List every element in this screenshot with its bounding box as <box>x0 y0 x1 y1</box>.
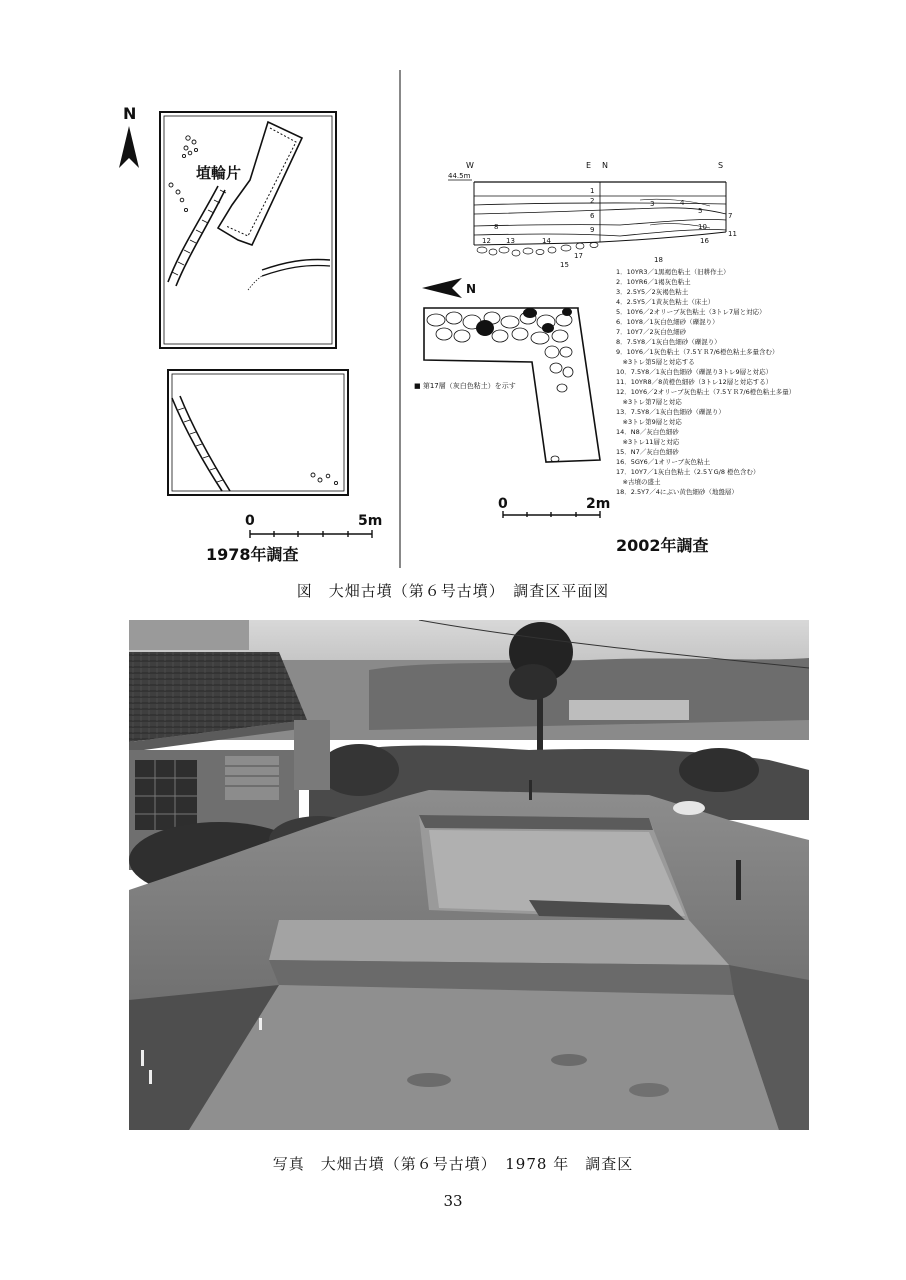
scale-max-2002: 2m <box>586 496 611 512</box>
layer-num-4: 4 <box>680 199 685 207</box>
legend-line: 3．2.5Y5／2灰褐色粘土 <box>616 288 689 296</box>
legend-line: 5．10Y6／2オリーブ灰色粘土（3トレ7層と対応） <box>616 308 766 316</box>
layer-num-11: 11 <box>728 230 737 238</box>
legend-line: ※3トレ第7層と対応 <box>616 398 682 406</box>
plan-2002 <box>414 161 795 555</box>
legend-line: 2．10YR6／1褐灰色粘土 <box>616 278 691 286</box>
layer-num-15: 15 <box>560 261 569 269</box>
layer-num-18: 18 <box>654 256 663 264</box>
scale-max-1978: 5m <box>358 513 383 529</box>
excavation-photo <box>129 620 809 1130</box>
layer-num-17: 17 <box>574 252 583 260</box>
scale-zero-2002: 0 <box>498 496 508 512</box>
legend-line: 12．10Y6／2オリーブ灰色粘土（7.5ＹＲ7/6橙色粘土多量） <box>616 388 796 396</box>
layer-num-5: 5 <box>698 207 703 215</box>
legend-line: 6．10Y8／1灰白色細砂（礫混り） <box>616 318 719 326</box>
page-number: 33 <box>443 1192 463 1210</box>
layer-num-1: 1 <box>590 187 595 195</box>
section-dir-s: S <box>718 161 724 170</box>
legend-line: 1．10YR3／1黒褐色粘土（旧耕作土） <box>616 268 730 276</box>
section-drawing <box>474 182 726 245</box>
north-arrow-2002-icon <box>422 278 462 298</box>
section-dir-n: N <box>602 161 608 170</box>
section-dir-e: E <box>586 161 592 170</box>
survey-label-1978: 1978年調査 <box>206 545 299 564</box>
legend-line: ※3トレ第9層と対応 <box>616 418 682 426</box>
figure-caption: 図 大畑古墳（第６号古墳） 調査区平面図 <box>296 582 610 600</box>
layer-num-12: 12 <box>482 237 491 245</box>
layer-num-2: 2 <box>590 197 595 205</box>
elevation-label: 44.5m <box>448 172 471 180</box>
haniwa-fragments-icon <box>169 136 198 212</box>
layer-num-10: 10 <box>698 223 707 231</box>
layer-num-3: 3 <box>650 200 655 208</box>
north-arrow-icon <box>119 126 139 168</box>
legend-line: 11．10YR8／8黄橙色細砂（3トレ12層と対応する） <box>616 378 773 386</box>
legend-line: 8．7.5Y8／1灰白色細砂（礫混り） <box>616 338 721 346</box>
feature-band-1978 <box>218 122 302 245</box>
legend-line: 16．5GY6／1オリーブ灰色粘土 <box>616 458 711 466</box>
scale-zero-1978: 0 <box>245 513 255 529</box>
survey-plan-figure <box>0 0 906 580</box>
legend-line: 7．10Y7／2灰白色細砂 <box>616 328 687 336</box>
legend-line: 17．10Y7／1灰白色粘土（2.5ＹG/8 橙色含む） <box>616 468 760 476</box>
legend-line: 10．7.5Y8／1灰白色細砂（礫混り3トレ9層と対応） <box>616 368 773 376</box>
photo-caption: 写真 大畑古墳（第６号古墳） 1978 年 調査区 <box>272 1155 634 1173</box>
layer-num-9: 9 <box>590 226 595 234</box>
legend-line: 9．10Y6／1灰色粘土（7.5ＹＲ7/6橙色粘土多量含む） <box>616 348 779 356</box>
layer-num-6: 6 <box>590 212 595 220</box>
survey-label-2002: 2002年調査 <box>616 536 709 555</box>
scale-bar-2002 <box>503 511 600 518</box>
legend-line: ※古墳の盛土 <box>616 478 661 486</box>
north-label-1978: N <box>123 104 137 123</box>
plan-1978 <box>119 104 382 564</box>
legend-line: 18．2.5Y7／4にぶい黄色細砂（地盤層） <box>616 488 738 496</box>
legend-line: 14．N8／灰白色細砂 <box>616 428 679 436</box>
scale-bar-1978 <box>250 530 372 538</box>
north-label-2002: N <box>466 282 477 296</box>
legend-line: 15．N7／灰白色細砂 <box>616 448 679 456</box>
section-dir-w: W <box>466 161 474 170</box>
layer-num-13: 13 <box>506 237 515 245</box>
haniwa-label: 埴輪片 <box>196 164 242 182</box>
legend-note: ■ 第17層（灰白色粘土）を示す <box>414 382 516 390</box>
layer-legend <box>616 267 795 496</box>
layer-num-7: 7 <box>728 212 733 220</box>
legend-line: 4．2.5Y5／1黄灰色粘土（床土） <box>616 298 715 306</box>
layer-num-8: 8 <box>494 223 499 231</box>
legend-line: 13．7.5Y8／1灰白色細砂（礫混り） <box>616 408 725 416</box>
legend-line: ※3トレ第5層と対応する <box>616 358 695 366</box>
layer-num-16: 16 <box>700 237 709 245</box>
layer-num-14: 14 <box>542 237 551 245</box>
trench-upper-outline <box>160 112 336 348</box>
legend-line: ※3トレ11層と対応 <box>616 438 680 446</box>
